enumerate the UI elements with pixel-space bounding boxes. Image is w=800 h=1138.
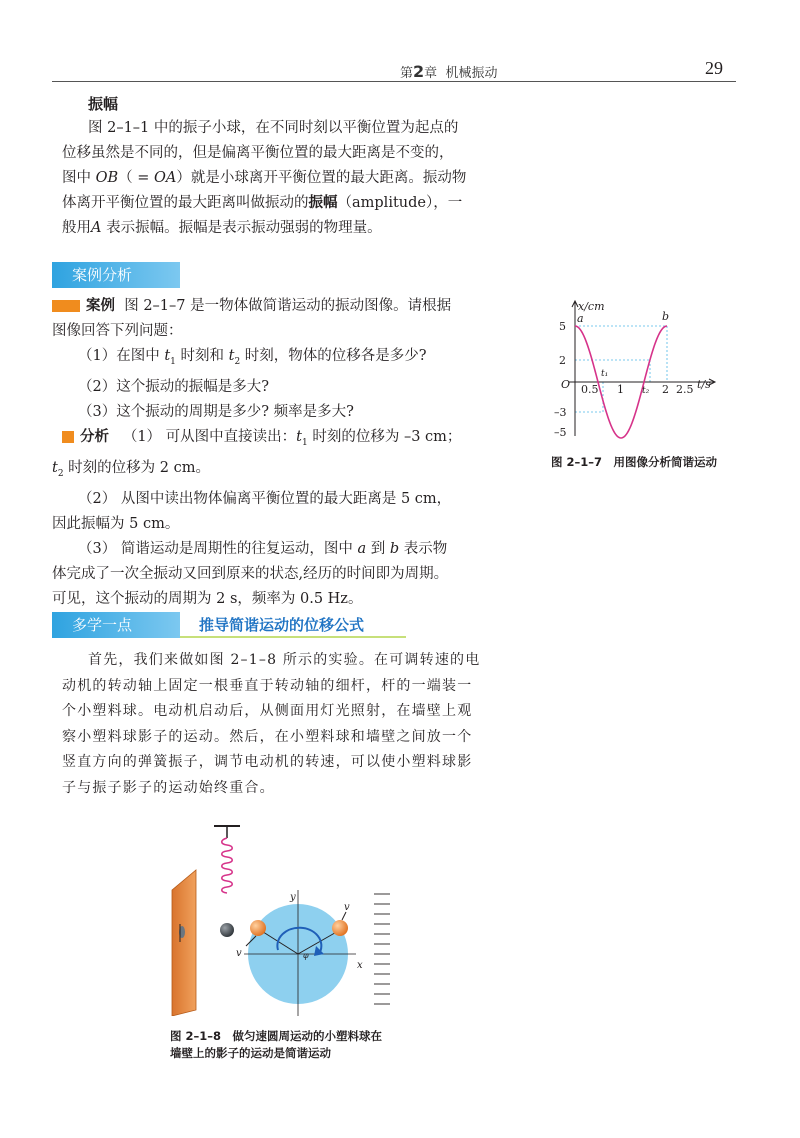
chapter-header [400,62,497,81]
extra-line-1: 首先，我们来做如图 2–1–8 所示的实验。在可调转速的电 [88,652,481,668]
y-tick-minus3: –3 [554,406,567,419]
chapter-suffix: 章 [424,66,438,81]
figure-2-1-8-caption [170,1028,382,1062]
figure-2-1-7-caption: 图 2–1–7 用图像分析简谐运动 [551,455,718,469]
case-analysis-bar: 案例分析 [52,262,180,288]
graph-labels [554,300,711,439]
wall-board [172,870,196,1016]
case-block [52,294,504,612]
amplitude-line-5: 般用A 表示振幅。振幅是表示振动强弱的物理量。 [62,220,382,236]
case-question-2: （2）这个振动的振幅是多大? [78,378,269,395]
x-tick-1: 1 [617,383,624,396]
analysis-3: （3） 简谐运动是周期性的往复运动，图中 a 到 b 表示物 [78,540,448,557]
analysis-1: 分析 （1） 可从图中直接读出：$t_1$ 时刻的位移为 –3 cm； [52,425,504,456]
x-axis-label: t/s [697,378,711,391]
label-v-right: v [344,902,350,913]
guide-lines [575,326,667,412]
figure-2-1-8-illustration [160,818,400,1016]
chapter-prefix: 第 [400,66,414,81]
extra-bar: 多学一点 [52,612,180,638]
y-tick-2: 2 [559,354,566,367]
extra-line-5: 竖直方向的弹簧振子，调节电动机的转速，可以使小塑料球影 [62,754,473,770]
extra-line-3: 个小塑料球。电动机启动后，从侧面用灯光照射，在墙壁上观 [62,703,473,719]
t1-label: t₁ [601,369,609,379]
case-label: 案例 [86,298,115,314]
chapter-title: 机械振动 [445,66,498,81]
extra-title: 推导简谐运动的位移公式 [199,616,365,634]
axes [569,301,715,436]
header-rule [52,81,736,82]
figure-2-1-8-caption-line-1: 图 2–1–8 做匀速圆周运动的小塑料球在 [170,1029,383,1043]
amplitude-line-2: 位移虽然是不同的，但是偏离平衡位置的最大距离是不变的， [62,145,454,161]
extra-line-4: 察小塑料球影子的运动。然后，在小塑料球和墙壁之间放一个 [62,728,473,745]
case-question-1: （1）在图中 $t_1$ 时刻和 $t_2$ 时刻，物体的位移各是多少? [78,348,427,367]
extra-line-6: 子与振子影子的运动始终重合。 [62,779,275,796]
spring-coil [222,838,233,893]
analysis-marker-icon [62,431,74,443]
extra-line-2: 动机的转动轴上固定一根垂直于转动轴的细杆，杆的一端装一 [62,677,473,694]
analysis-3-cont: 体完成了一次全振动又回到原来的状态,经历的时间即为周期。 [52,565,449,582]
analysis-2-cont: 因此振幅为 5 cm。 [52,515,180,532]
extra-paragraph [62,648,502,801]
y-tick-minus5: –5 [554,426,567,439]
label-v-left: v [236,948,242,959]
label-y: y [290,892,296,903]
x-tick-2.5: 2.5 [676,383,694,396]
case-question-3: （3）这个振动的周期是多少? 频率是多大? [78,403,354,420]
analysis-1-cont: $t_2$ 时刻的位移为 2 cm。 [52,459,210,479]
x-tick-2: 2 [662,383,669,396]
analysis-3-end: 可见，这个振动的周期为 2 s，频率为 0.5 Hz。 [52,590,363,607]
x-tick-0.5: 0.5 [581,383,599,396]
figure-2-1-8-caption-line-2: 墙壁上的影子的运动是简谐运动 [170,1046,331,1060]
amplitude-line-3: 图中 OB（ = OA）就是小球离开平衡位置的最大距离。振动物 [62,170,467,186]
t2-label: t₂ [642,386,650,396]
amplitude-line-4: 体离开平衡位置的最大距离叫做振动的振幅（amplitude），一 [62,195,463,211]
point-b-label: b [662,310,670,323]
case-question-intro: 案例 图 2–1–7 是一物体做简谐运动的振动图像。请根据 [52,294,504,319]
label-x: x [357,960,363,971]
page-number: 29 [705,58,723,78]
plastic-ball-right [332,920,348,936]
oscillator-ball [220,923,234,937]
plastic-ball-left [250,920,266,936]
label-phi: φ [303,951,309,960]
amplitude-line-1: 图 2–1–1 中的振子小球，在不同时刻以平衡位置为起点的 [88,120,459,136]
chapter-number: 2 [413,62,425,81]
y-axis-label: x/cm [578,300,605,313]
amplitude-paragraph [62,116,502,241]
extra-title-underline [180,636,406,638]
point-a-label: a [577,312,584,325]
y-tick-5: 5 [559,320,566,333]
velocity-arrow-right [342,912,346,920]
case-marker-icon [52,300,80,312]
analysis-label: 分析 [80,428,109,445]
origin-label: O [561,378,571,391]
amplitude-heading: 振幅 [88,95,119,113]
figure-2-1-7-graph [545,296,735,441]
light-rays [374,894,390,1004]
analysis-2: （2） 从图中读出物体偏离平衡位置的最大距离是 5 cm， [78,490,452,507]
case-question-intro-2: 图像回答下列问题： [52,323,183,339]
